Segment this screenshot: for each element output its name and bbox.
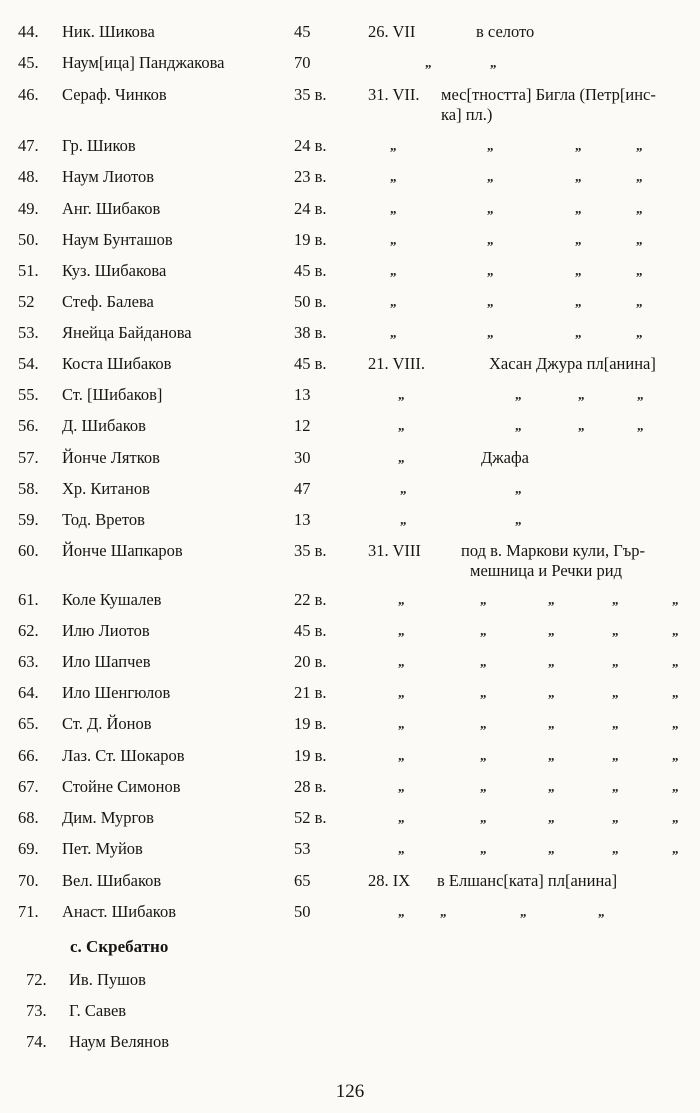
table-row (0, 134, 700, 158)
age: 23 в. (294, 167, 327, 186)
person-name: Ив. Пушов (69, 970, 146, 989)
row-number: 57. (18, 448, 39, 467)
age: 38 в. (294, 323, 327, 342)
ditto-mark: „ (487, 232, 494, 247)
row-number: 73. (26, 1001, 47, 1020)
ditto-mark: „ (636, 138, 643, 153)
ditto-mark: „ (548, 654, 555, 669)
row-number: 72. (26, 970, 47, 989)
ditto-mark: „ (390, 294, 397, 309)
age: 35 в. (294, 541, 327, 560)
person-name: Наум Велянов (69, 1032, 170, 1051)
person-name: Г. Савев (69, 1001, 127, 1020)
ditto-mark: „ (480, 654, 487, 669)
row-number: 69. (18, 839, 39, 858)
ditto-mark: „ (425, 55, 432, 70)
person-name: Ст. Д. Йонов (62, 714, 152, 733)
ditto-mark: „ (612, 685, 619, 700)
ditto-mark: „ (400, 512, 407, 527)
age: 50 (294, 902, 311, 921)
row-number: 50. (18, 230, 39, 249)
ditto-mark: „ (636, 232, 643, 247)
table-row (0, 383, 700, 407)
table-row (0, 1030, 700, 1054)
person-name: Ник. Шикова (62, 22, 155, 41)
age: 65 (294, 871, 311, 890)
table-row (0, 869, 700, 893)
ditto-mark: „ (548, 592, 555, 607)
ditto-mark: „ (480, 685, 487, 700)
ditto-mark: „ (672, 779, 679, 794)
ditto-mark: „ (612, 810, 619, 825)
ditto-mark: „ (578, 418, 585, 433)
person-name: Стеф. Балева (62, 292, 154, 311)
age: 45 в. (294, 621, 327, 640)
ditto-mark: „ (548, 841, 555, 856)
ditto-mark: „ (575, 138, 582, 153)
table-row (0, 775, 700, 799)
person-name: Вел. Шибаков (62, 871, 162, 890)
table-row (0, 352, 700, 376)
ditto-mark: „ (398, 623, 405, 638)
ditto-mark: „ (672, 716, 679, 731)
person-name: Янейца Байданова (62, 323, 192, 342)
person-name: Коста Шибаков (62, 354, 172, 373)
person-name: Наум Бунташов (62, 230, 173, 249)
row-number: 58. (18, 479, 39, 498)
ditto-mark: „ (398, 450, 405, 465)
ditto-mark: „ (578, 387, 585, 402)
section-title: с. Скребатно (70, 937, 169, 956)
age: 19 в. (294, 230, 327, 249)
row-number: 61. (18, 590, 39, 609)
person-name: Стойне Симонов (62, 777, 181, 796)
age: 47 (294, 479, 311, 498)
ditto-mark: „ (398, 716, 405, 731)
ditto-mark: „ (400, 481, 407, 496)
ditto-mark: „ (390, 325, 397, 340)
age: 45 (294, 22, 311, 41)
ditto-mark: „ (398, 810, 405, 825)
ditto-mark: „ (398, 387, 405, 402)
person-name: Сераф. Чинков (62, 85, 167, 104)
row-number: 46. (18, 85, 39, 104)
age: 70 (294, 53, 311, 72)
table-row (0, 744, 700, 768)
ditto-mark: „ (548, 623, 555, 638)
ditto-mark: „ (480, 623, 487, 638)
ditto-mark: „ (636, 325, 643, 340)
ditto-mark: „ (672, 654, 679, 669)
table-row (0, 259, 700, 283)
ditto-mark: „ (398, 748, 405, 763)
ditto-mark: „ (480, 841, 487, 856)
person-name: Хр. Китанов (62, 479, 150, 498)
table-row (0, 508, 700, 532)
row-number: 53. (18, 323, 39, 342)
row-number: 60. (18, 541, 39, 560)
table-row (0, 228, 700, 252)
table-row (0, 414, 700, 438)
row-number: 56. (18, 416, 39, 435)
ditto-mark: „ (487, 294, 494, 309)
person-name: Дим. Мургов (62, 808, 154, 827)
ditto-mark: „ (575, 325, 582, 340)
table-row (0, 446, 700, 470)
person-name: Тод. Вретов (62, 510, 145, 529)
ditto-mark: „ (637, 387, 644, 402)
row-number: 64. (18, 683, 39, 702)
row-number: 68. (18, 808, 39, 827)
ditto-mark: „ (612, 748, 619, 763)
person-name: Пет. Муйов (62, 839, 143, 858)
person-name: Коле Кушалев (62, 590, 162, 609)
row-number: 62. (18, 621, 39, 640)
row-number: 49. (18, 199, 39, 218)
place: Джафа (481, 448, 529, 467)
table-row (0, 20, 700, 44)
ditto-mark: „ (636, 294, 643, 309)
ditto-mark: „ (672, 748, 679, 763)
ditto-mark: „ (487, 169, 494, 184)
row-number: 63. (18, 652, 39, 671)
date: 31. VIII (368, 541, 421, 560)
person-name: Наум Лиотов (62, 167, 155, 186)
ditto-mark: „ (612, 623, 619, 638)
person-name: Ило Шапчев (62, 652, 151, 671)
ditto-mark: „ (515, 512, 522, 527)
ditto-mark: „ (390, 263, 397, 278)
age: 20 в. (294, 652, 327, 671)
age: 22 в. (294, 590, 327, 609)
ditto-mark: „ (480, 592, 487, 607)
ditto-mark: „ (390, 138, 397, 153)
table-row (0, 197, 700, 221)
age: 13 (294, 510, 311, 529)
table-row (0, 999, 700, 1023)
row-number: 59. (18, 510, 39, 529)
place-continued: мешница и Речки рид (470, 561, 622, 580)
age: 21 в. (294, 683, 327, 702)
row-number: 66. (18, 746, 39, 765)
person-name: Куз. Шибакова (62, 261, 167, 280)
age: 45 в. (294, 354, 327, 373)
ditto-mark: „ (575, 232, 582, 247)
table-row (0, 900, 700, 924)
row-number: 67. (18, 777, 39, 796)
row-number: 70. (18, 871, 39, 890)
ditto-mark: „ (515, 387, 522, 402)
table-row (0, 806, 700, 830)
ditto-mark: „ (575, 263, 582, 278)
table-row (0, 539, 700, 580)
ditto-mark: „ (612, 716, 619, 731)
row-number: 45. (18, 53, 39, 72)
row-number: 48. (18, 167, 39, 186)
ditto-mark: „ (487, 138, 494, 153)
ditto-mark: „ (575, 169, 582, 184)
ditto-mark: „ (612, 779, 619, 794)
date: 28. IX (368, 871, 411, 890)
table-row (0, 712, 700, 736)
ditto-mark: „ (398, 904, 405, 919)
ditto-mark: „ (612, 841, 619, 856)
place-continued: ка] пл.) (441, 105, 493, 124)
ditto-mark: „ (390, 232, 397, 247)
ditto-mark: „ (480, 810, 487, 825)
date: 26. VII (368, 22, 416, 41)
row-number: 47. (18, 136, 39, 155)
age: 19 в. (294, 714, 327, 733)
table-row (0, 837, 700, 861)
ditto-mark: „ (480, 779, 487, 794)
ditto-mark: „ (480, 748, 487, 763)
ditto-mark: „ (636, 201, 643, 216)
age: 13 (294, 385, 311, 404)
age: 12 (294, 416, 311, 435)
person-name: Йонче Лятков (62, 448, 160, 467)
person-name: Йонче Шапкаров (62, 541, 183, 560)
age: 52 в. (294, 808, 327, 827)
ditto-mark: „ (548, 748, 555, 763)
person-name: Д. Шибаков (62, 416, 146, 435)
ditto-mark: „ (612, 592, 619, 607)
ditto-mark: „ (440, 904, 447, 919)
age: 28 в. (294, 777, 327, 796)
person-name: Илю Лиотов (62, 621, 150, 640)
row-number: 52 (18, 292, 35, 311)
age: 24 в. (294, 136, 327, 155)
table-row (0, 83, 700, 124)
table-row (0, 588, 700, 612)
table-row (0, 321, 700, 345)
ditto-mark: „ (480, 716, 487, 731)
person-name: Гр. Шиков (62, 136, 136, 155)
row-number: 54. (18, 354, 39, 373)
date: 31. VII. (368, 85, 420, 104)
ditto-mark: „ (612, 654, 619, 669)
ditto-mark: „ (548, 810, 555, 825)
table-row (0, 968, 700, 992)
age: 35 в. (294, 85, 327, 104)
ditto-mark: „ (637, 418, 644, 433)
row-number: 55. (18, 385, 39, 404)
table-row (0, 650, 700, 674)
ditto-mark: „ (490, 55, 497, 70)
age: 45 в. (294, 261, 327, 280)
age: 24 в. (294, 199, 327, 218)
age: 30 (294, 448, 311, 467)
place: под в. Маркови кули, Гър- (461, 541, 646, 560)
ditto-mark: „ (672, 623, 679, 638)
ditto-mark: „ (398, 592, 405, 607)
ditto-mark: „ (575, 294, 582, 309)
table-row (0, 619, 700, 643)
ditto-mark: „ (548, 685, 555, 700)
ditto-mark: „ (515, 481, 522, 496)
table-row (0, 165, 700, 189)
person-name: Анаст. Шибаков (62, 902, 177, 921)
ditto-mark: „ (672, 592, 679, 607)
ditto-mark: „ (548, 779, 555, 794)
table-row (0, 290, 700, 314)
place: в Елшанс[ката] пл[анина] (437, 871, 618, 890)
row-number: 65. (18, 714, 39, 733)
place: мес[тността] Бигла (Петр[инс- (441, 85, 656, 104)
person-name: Наум[ица] Панджакова (62, 53, 225, 72)
ditto-mark: „ (398, 779, 405, 794)
ditto-mark: „ (515, 418, 522, 433)
page-number: 126 (335, 1081, 365, 1102)
ditto-mark: „ (390, 201, 397, 216)
person-name: Лаз. Ст. Шокаров (62, 746, 185, 765)
person-name: Анг. Шибаков (62, 199, 161, 218)
ditto-mark: „ (487, 201, 494, 216)
ditto-mark: „ (520, 904, 527, 919)
ditto-mark: „ (575, 201, 582, 216)
row-number: 44. (18, 22, 39, 41)
ditto-mark: „ (672, 810, 679, 825)
place: в селото (476, 22, 535, 41)
ditto-mark: „ (672, 685, 679, 700)
table-row (0, 681, 700, 705)
ditto-mark: „ (636, 169, 643, 184)
ditto-mark: „ (598, 904, 605, 919)
row-number: 51. (18, 261, 39, 280)
ditto-mark: „ (398, 418, 405, 433)
ditto-mark: „ (548, 716, 555, 731)
age: 50 в. (294, 292, 327, 311)
age: 19 в. (294, 746, 327, 765)
person-name: Ст. [Шибаков] (62, 385, 163, 404)
date: 21. VIII. (368, 354, 425, 373)
person-name: Ило Шенгюлов (62, 683, 171, 702)
place: Хасан Джура пл[анина] (489, 354, 656, 373)
ditto-mark: „ (398, 654, 405, 669)
ditto-mark: „ (398, 685, 405, 700)
ditto-mark: „ (390, 169, 397, 184)
age: 53 (294, 839, 311, 858)
table-row (0, 477, 700, 501)
ditto-mark: „ (636, 263, 643, 278)
ditto-mark: „ (487, 263, 494, 278)
table-row (0, 51, 700, 75)
ditto-mark: „ (672, 841, 679, 856)
ditto-mark: „ (398, 841, 405, 856)
row-number: 74. (26, 1032, 47, 1051)
ditto-mark: „ (487, 325, 494, 340)
row-number: 71. (18, 902, 39, 921)
